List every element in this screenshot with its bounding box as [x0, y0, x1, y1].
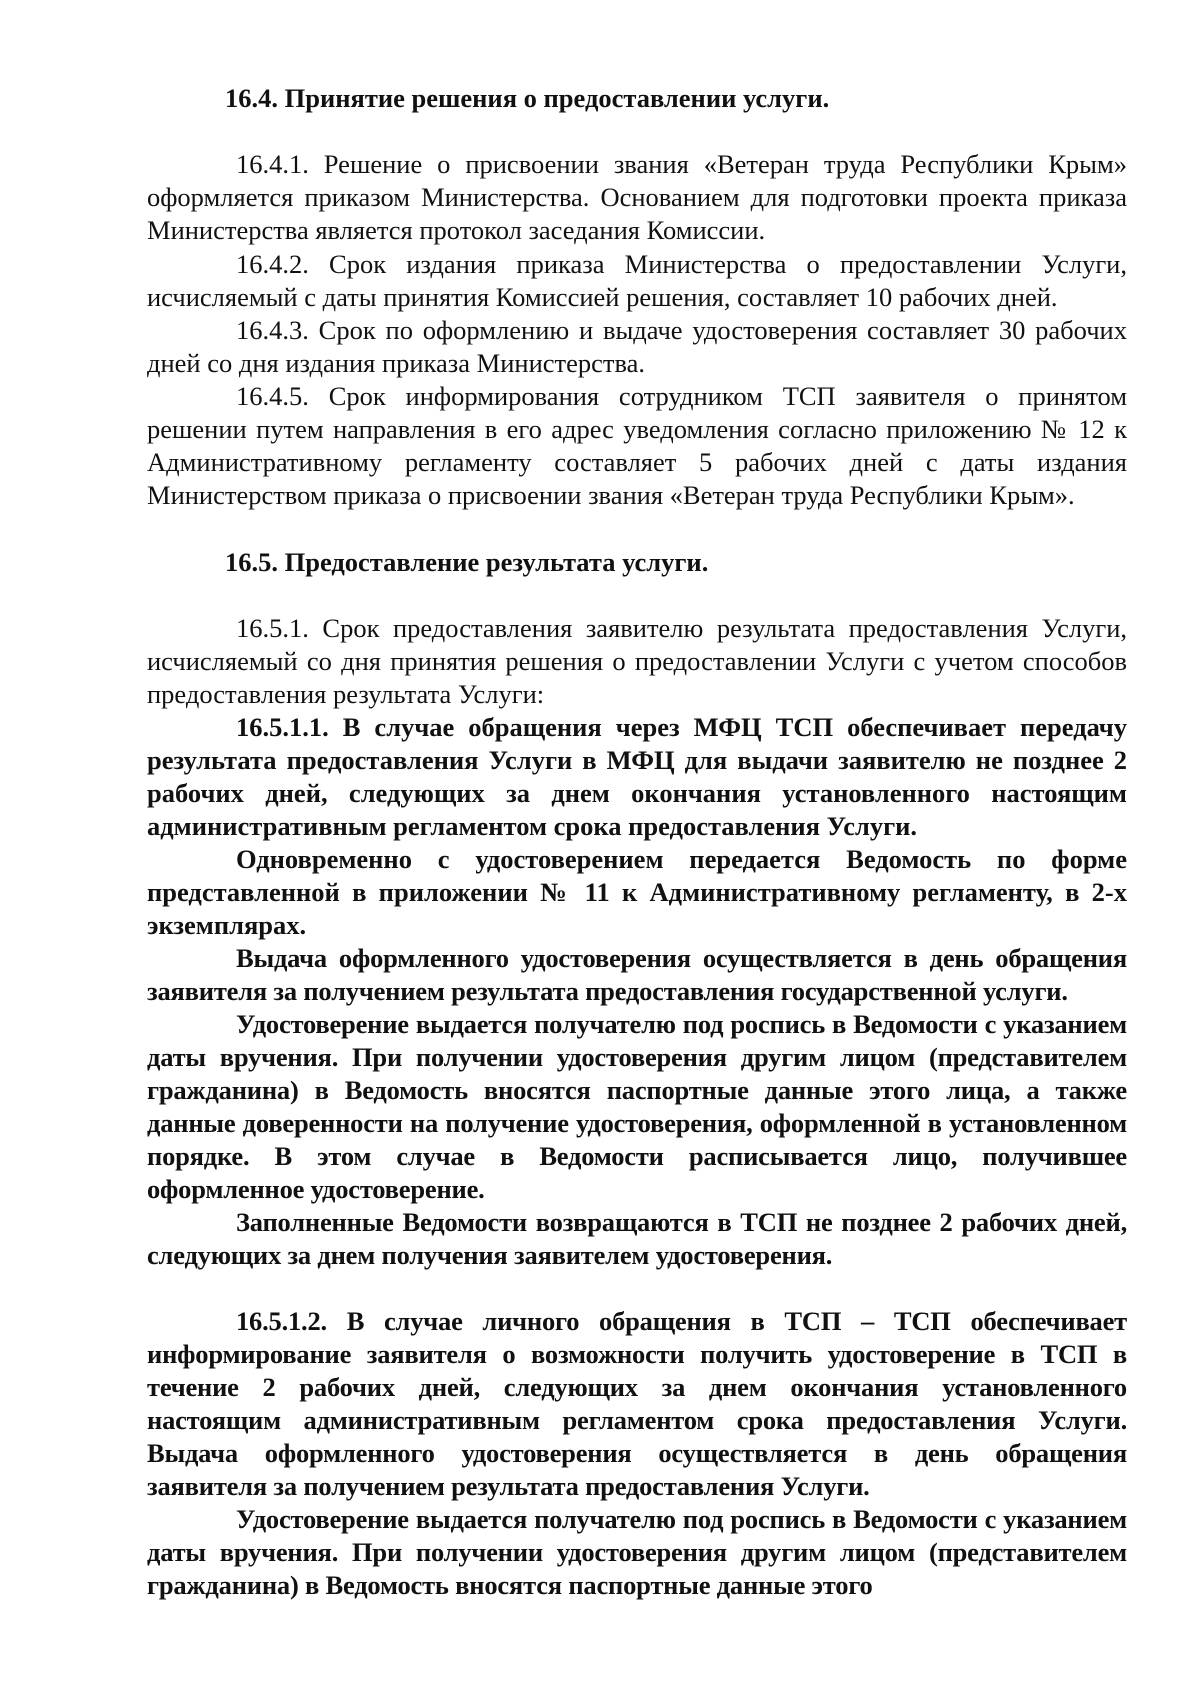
paragraph-filled-statements: Заполненные Ведомости возвращаются в ТСП не позднее 2 рабочих дней, следующих за днем получения заявителем удостоверения.: [147, 1207, 1127, 1270]
paragraph-simultaneously-block: [147, 843, 1127, 942]
paragraph-16-4-3-block: [147, 314, 1127, 380]
paragraph-16-4-5: 16.4.5. Срок информирования сотрудником ТСП заявителя о принятом решении путем направления в его адрес уведомления согласно приложению № 12 к Административному регламенту составляет 5 рабочих дней с даты издания Министерством приказа о присвоении звания «Ветеран труда Республики Крым».: [147, 381, 1127, 510]
paragraph-16-5-1-2: 16.5.1.2. В случае личного обращения в ТСП – ТСП обеспечивает информирование заявителя о возможности получить удостоверение в ТСП в течение 2 рабочих дней, следующих за днем окончания установленного настоящим административным регламентом срока предоставления Услуги. Выдача оформленного удостоверения осуществляется в день обращения заявителя за получением результата предоставления Услуги.: [147, 1306, 1127, 1501]
paragraph-issuance-block: [147, 942, 1127, 1008]
paragraph-filled-statements-block: [147, 1206, 1127, 1272]
paragraph-certificate-1-block: [147, 1008, 1127, 1206]
paragraph-16-4-1-block: [147, 148, 1127, 247]
section-16-4: [147, 82, 1127, 115]
paragraph-simultaneously: Одновременно с удостоверением передается Ведомость по форме представленной в приложении № 11 к Административному регламенту, в 2-х экземплярах.: [147, 844, 1127, 940]
paragraph-16-5-1: 16.5.1. Срок предоставления заявителю результата предоставления Услуги, исчисляемый со дня принятия решения о предоставлении Услуги с учетом способов предоставления результата Услуги:: [147, 613, 1127, 709]
paragraph-16-5-1-2-block: [147, 1305, 1127, 1503]
paragraph-16-4-2: 16.4.2. Срок издания приказа Министерства о предоставлении Услуги, исчисляемый с даты принятия Комиссией решения, составляет 10 рабочих дней.: [147, 249, 1127, 312]
paragraph-16-4-1: 16.4.1. Решение о присвоении звания «Ветеран труда Республики Крым» оформляется приказом Министерства. Основанием для подготовки проекта приказа Министерства является протокол заседания Комиссии.: [147, 149, 1127, 245]
paragraph-16-4-3: 16.4.3. Срок по оформлению и выдаче удостоверения составляет 30 рабочих дней со дня издания приказа Министерства.: [147, 315, 1127, 378]
section-heading-16-4: 16.4. Принятие решения о предоставлении услуги.: [225, 83, 830, 113]
section-16-5: [147, 546, 1127, 579]
paragraph-issuance: Выдача оформленного удостоверения осуществляется в день обращения заявителя за получением результата предоставления государственной услуги.: [147, 943, 1127, 1006]
paragraph-16-5-1-block: [147, 612, 1127, 711]
paragraph-16-5-1-1: 16.5.1.1. В случае обращения через МФЦ ТСП обеспечивает передачу результата предоставления Услуги в МФЦ для выдачи заявителю не позднее 2 рабочих дней, следующих за днем окончания установленного настоящим административным регламентом срока предоставления Услуги.: [147, 712, 1127, 841]
paragraph-certificate-1: Удостоверение выдается получателю под роспись в Ведомости с указанием даты вручения. При получении удостоверения другим лицом (представителем гражданина) в Ведомость вносятся паспортные данные этого лица, а также данные доверенности на получение удостоверения, оформленной в установленном порядке. В этом случае в Ведомости расписывается лицо, получившее оформленное удостоверение.: [147, 1009, 1127, 1204]
paragraph-certificate-2-block: [147, 1503, 1127, 1602]
paragraph-16-4-5-block: [147, 380, 1127, 512]
paragraph-16-5-1-1-block: [147, 711, 1127, 843]
paragraph-16-4-2-block: [147, 248, 1127, 314]
section-heading-16-5: 16.5. Предоставление результата услуги.: [225, 547, 709, 577]
paragraph-certificate-2: Удостоверение выдается получателю под роспись в Ведомости с указанием даты вручения. При получении удостоверения другим лицом (представителем гражданина) в Ведомость вносятся паспортные данные этого: [147, 1504, 1127, 1600]
